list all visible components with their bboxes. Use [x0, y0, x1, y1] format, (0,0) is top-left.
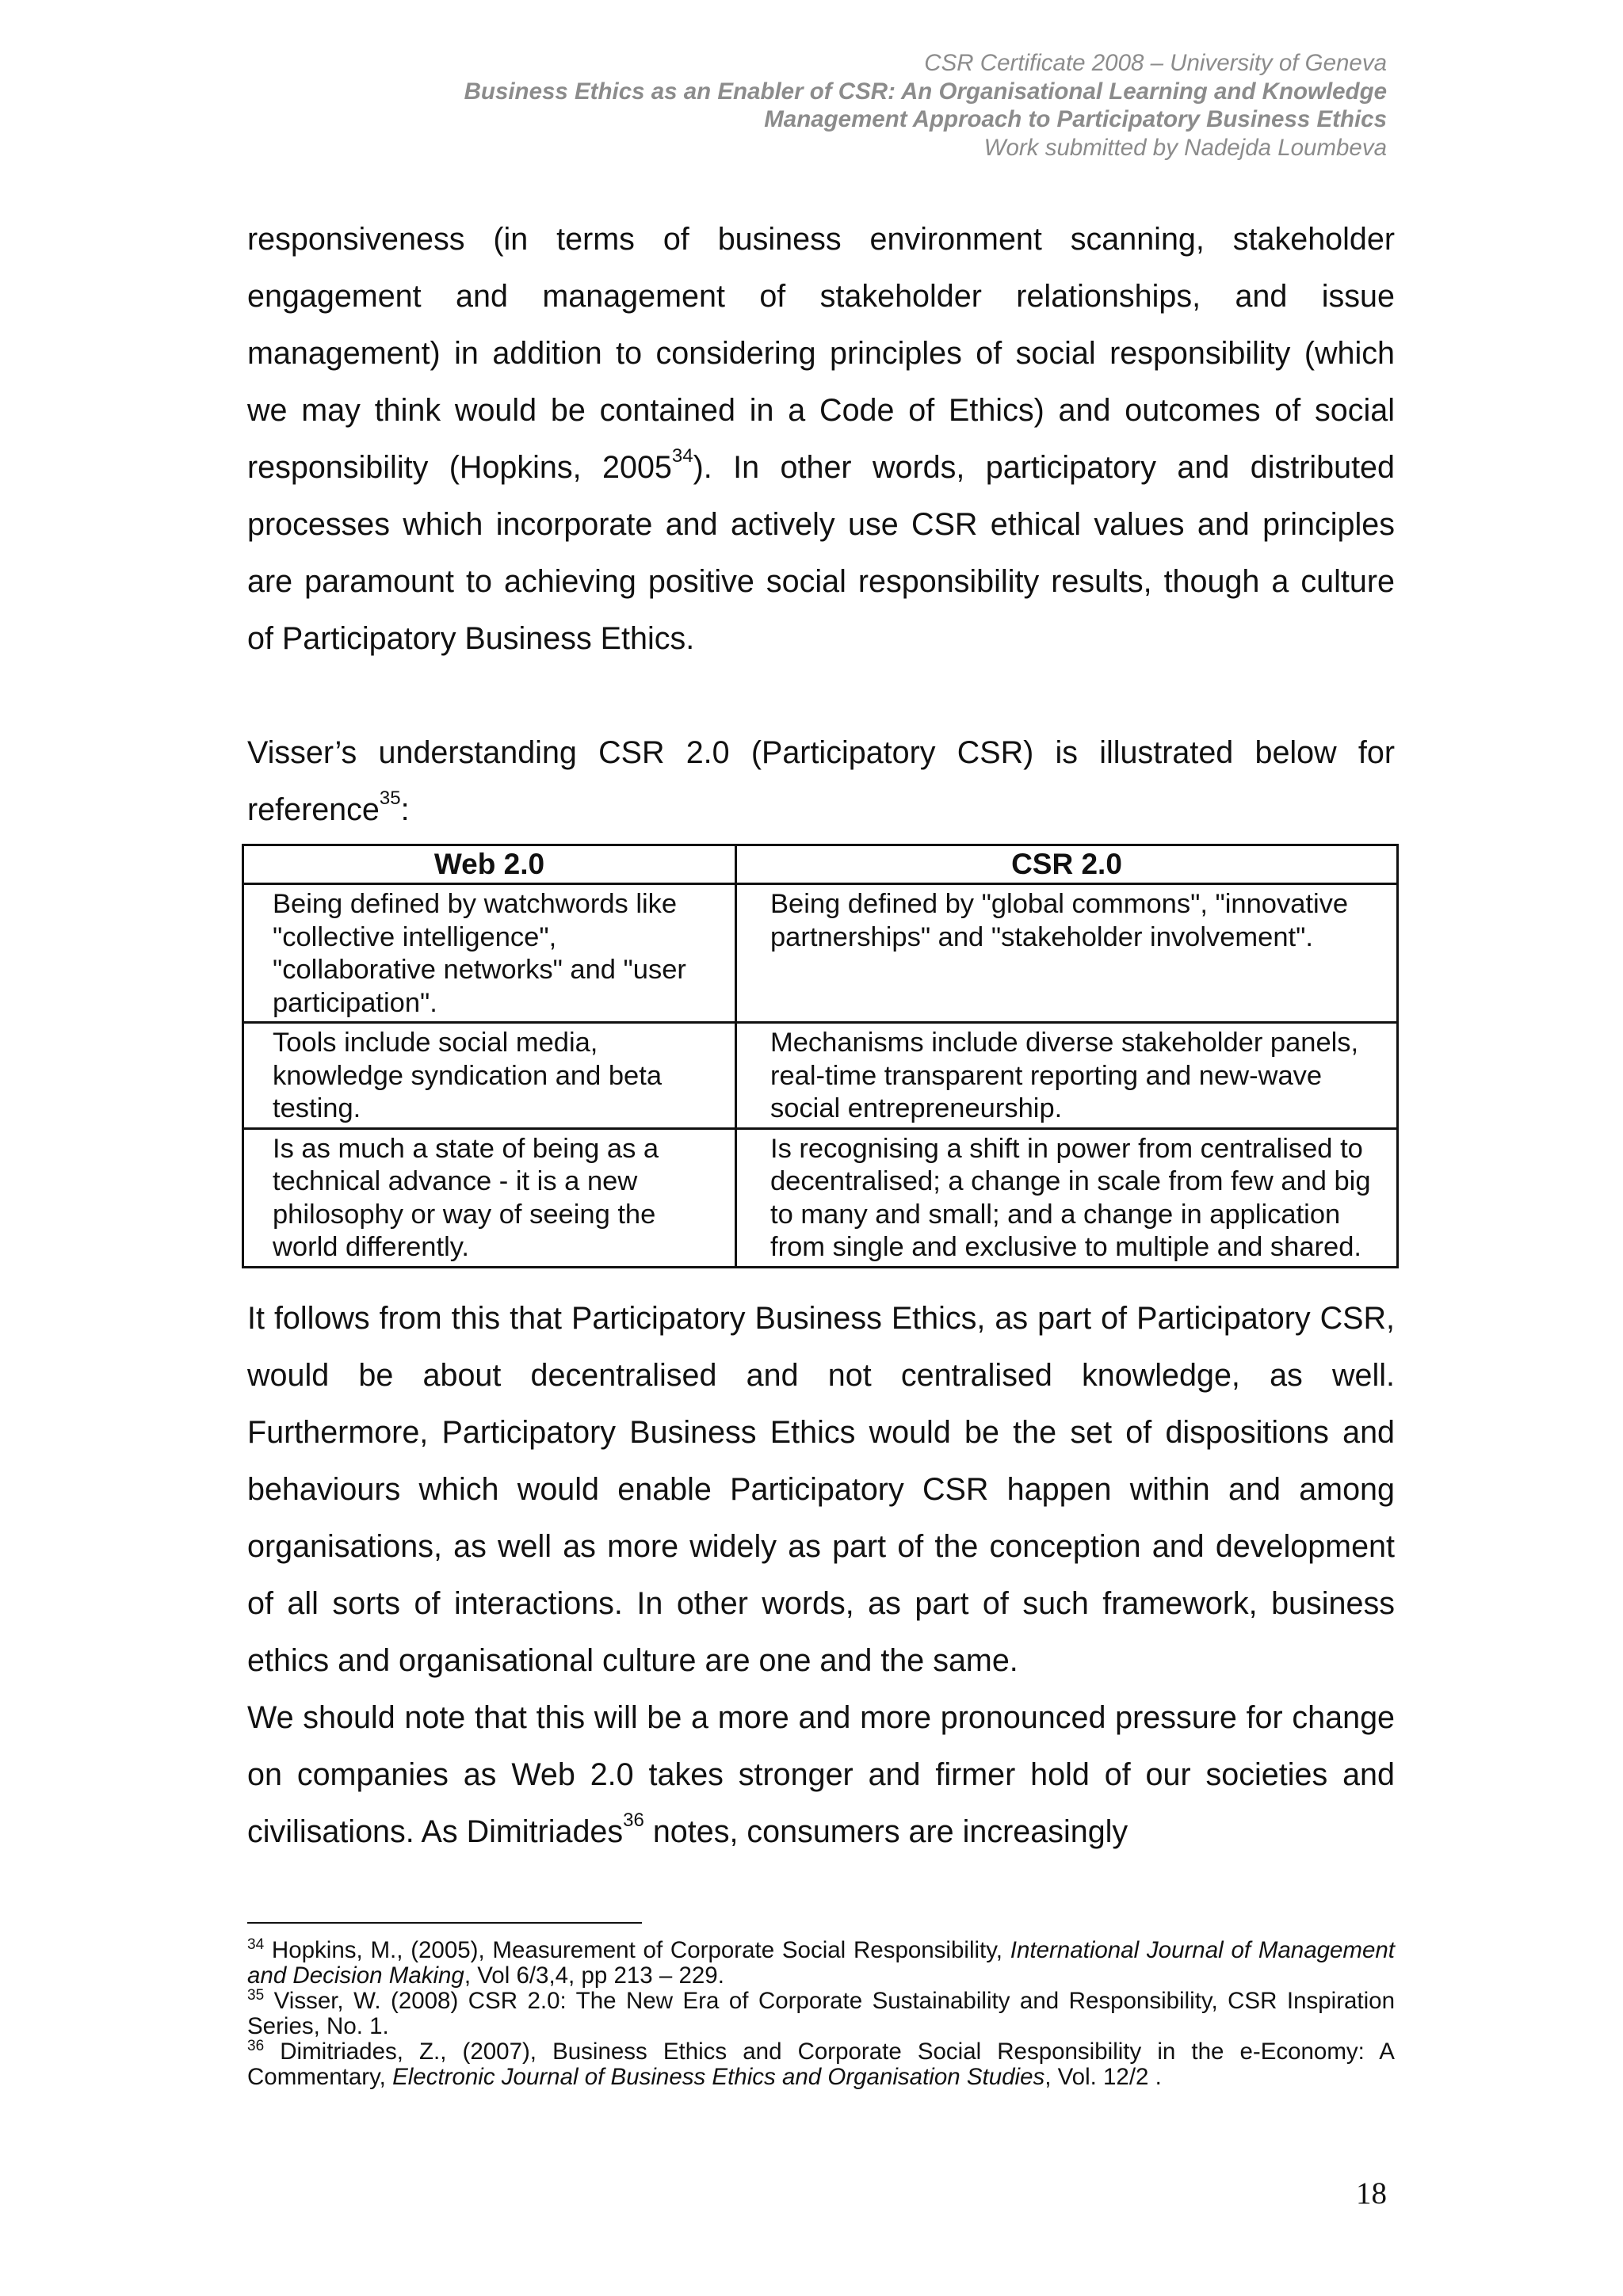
paragraph-text: It follows from this that Participatory Business Ethics, as part of Participatory CSR, would be about decentralised and not centralised knowledge, as well. Furthermore, Participatory Business Ethics would be the set of dispositions and behaviours which would enable Participatory CSR happen within and among organisations, as well as more widely as part of the conception and development of all sorts of interactions. In other words, as part of such framework, business ethics and organisational culture are one and the same. — [247, 1301, 1395, 1678]
footnote-text: , Vol. 12/2 . — [1044, 2064, 1162, 2090]
footnote-reference: 34 — [671, 444, 693, 467]
paragraph-text: : — [400, 792, 410, 827]
web-csr-comparison-table — [242, 844, 1399, 1268]
header-certificate: CSR Certificate 2008 – University of Geneva — [924, 50, 1387, 76]
column-header-csr: CSR 2.0 — [736, 845, 1398, 884]
table-row — [243, 884, 1398, 1023]
footnote-text: Dimitriades, Z., (2007), Business Ethics and Corporate Social Responsibility in the e-Economy: A Commentary, — [247, 2039, 1395, 2090]
footnote-journal: Electronic Journal of Business Ethics and Organisation Studies — [392, 2064, 1045, 2090]
paragraph-text: We should note that this will be a more and more pronounced pressure for change on companies as Web 2.0 takes stronger and firmer hold of our societies and civilisations. As Dimitriades — [247, 1700, 1395, 1849]
table-cell: Mechanisms include diverse stakeholder panels, real-time transparent reporting and new-wave social entrepreneurship. — [736, 1023, 1398, 1129]
table-row — [243, 1023, 1398, 1129]
footnote-number: 34 — [247, 1936, 265, 1954]
footnote-36 — [247, 2039, 1395, 2090]
paragraph-text: ). In other words, participatory and distributed processes which incorporate and actively use CSR ethical values and principles are paramount to achieving positive social responsibility results, though a culture of Participatory Business Ethics. — [247, 450, 1395, 656]
footnote-reference: 36 — [623, 1809, 644, 1831]
paragraph-text: responsiveness (in terms of business environment scanning, stakeholder engagement and management of stakeholder relationships, and issue management) in addition to considering principles of social responsibility (which we may think would be contained in a Code of Ethics) and outcomes of social responsibility (Hopkins, 2005 — [247, 222, 1395, 485]
paragraph-text: Visser’s understanding CSR 2.0 (Participatory CSR) is illustrated below for reference — [247, 735, 1395, 827]
footnote-text: , Vol 6/3,4, pp 213 – 229. — [464, 1962, 724, 1989]
page-number: 18 — [1356, 2176, 1387, 2210]
table-cell: Tools include social media, knowledge syndication and beta testing. — [243, 1023, 736, 1129]
header-title-line-1: Business Ethics as an Enabler of CSR: An Organisational Learning and Knowledge — [464, 78, 1387, 105]
footnotes — [247, 1938, 1395, 2090]
paragraph-participatory-ethics — [247, 1290, 1395, 1860]
footnote-text: Visser, W. (2008) CSR 2.0: The New Era of Corporate Sustainability and Responsibility, CSR Inspiration Series, No. 1. — [247, 1988, 1395, 2039]
column-header-web: Web 2.0 — [243, 845, 736, 884]
running-header — [464, 49, 1387, 162]
table-cell: Is as much a state of being as a technical advance - it is a new philosophy or way of seeing the world differently. — [243, 1128, 736, 1267]
table-cell: Is recognising a shift in power from centralised to decentralised; a change in scale from few and big to many and small; and a change in application from single and exclusive to multiple and shared. — [736, 1128, 1398, 1267]
table-header-row — [243, 845, 1398, 884]
footnote-number: 36 — [247, 2038, 265, 2055]
paragraph-visser-intro — [247, 724, 1395, 838]
table-cell: Being defined by "global commons", "innovative partnerships" and "stakeholder involvement". — [736, 884, 1398, 1023]
paragraph-responsiveness — [247, 211, 1395, 667]
table-row — [243, 1128, 1398, 1267]
footnote-reference: 35 — [379, 787, 401, 809]
footnote-separator — [247, 1922, 642, 1924]
table-cell: Being defined by watchwords like "collective intelligence", "collaborative networks" and "user participation". — [243, 884, 736, 1023]
header-author: Work submitted by Nadejda Loumbeva — [983, 134, 1387, 161]
footnote-34 — [247, 1938, 1395, 1989]
footnote-text: Hopkins, M., (2005), Measurement of Corporate Social Responsibility, — [264, 1937, 1010, 1963]
footnote-35 — [247, 1989, 1395, 2039]
footnote-journal: International Journal of Management and Decision Making — [247, 1937, 1396, 1989]
footnote-number: 35 — [247, 1987, 265, 2004]
header-title-line-2: Management Approach to Participatory Business Ethics — [764, 106, 1387, 132]
paragraph-text: notes, consumers are increasingly — [643, 1814, 1128, 1849]
